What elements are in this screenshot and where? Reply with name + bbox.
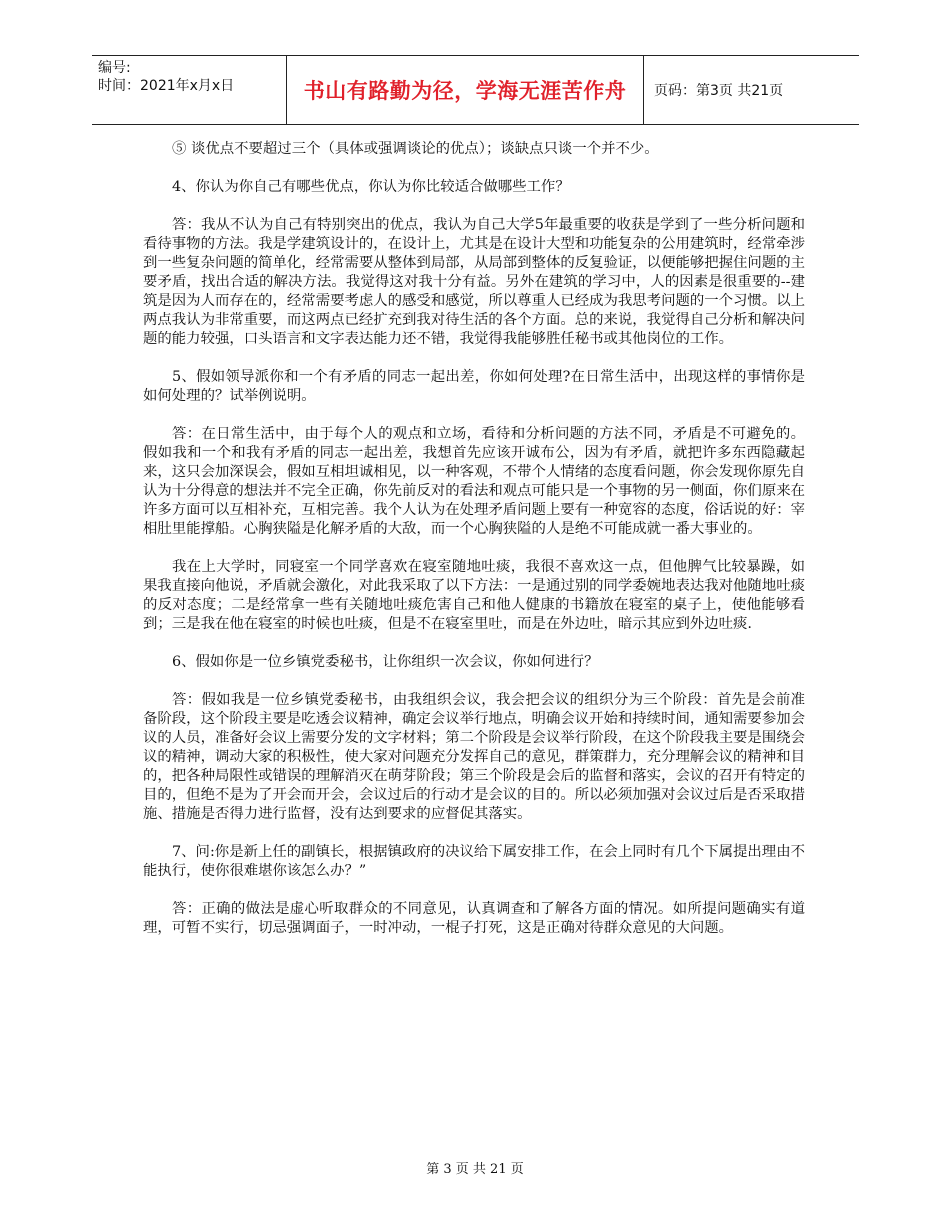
question-heading: 5、假如领导派你和一个有矛盾的同志一起出差，你如何处理?在日常生活中，出现这样的事情你是如何处理的？试举例说明。 — [143, 369, 805, 404]
question-heading: 6、假如你是一位乡镇党委秘书，让你组织一次会议，你如何进行？ — [172, 654, 599, 670]
paragraph: 答：在日常生活中，由于每个人的观点和立场，看待和分析问题的方法不同，矛盾是不可避免的。假如我和一个和我有矛盾的同志一起出差，我想首先应该开诚布公，因为有矛盾，就把许多东西隐藏起来，这只会加深误会，假如互相坦诚相见，以一种客观，不带个人情绪的态度看问题，你会发现你原先自认为十分得意的想法并不完全正确，你先前反对的看法和观点可能只是一个事物的另一侧面，你们原来在许多方面可以互相补充，互相完善。我个人认为在处理矛盾问题上要有一种宽容的态度，俗话说的好：宰相肚里能撑船。心胸狭隘是化解矛盾的大敌，而一个心胸狭隘的人是绝不可能成就一番大事业的。 — [143, 426, 805, 537]
header-meta — [92, 56, 287, 124]
paragraph: 答：正确的做法是虚心听取群众的不同意见，认真调查和了解各方面的情况。如所提问题确实有道理，可暂不实行，切忌强调面子，一时冲动，一棍子打死，这是正确对待群众意见的大问题。 — [143, 901, 805, 936]
paragraph: 答：我从不认为自己有特别突出的优点，我认为自己大学5年最重要的收获是学到了一些分析问题和看待事物的方法。我是学建筑设计的，在设计上，尤其是在设计大型和功能复杂的公用建筑时，经常牵涉到一些复杂问题的简单化，经常需要从整体到局部，从局部到整体的反复验证，以便能够把握住问题的主要矛盾，找出合适的解决方法。我觉得这对我十分有益。另外在建筑的学习中，人的因素是很重要的--建筑是因为人而存在的，经常需要考虑人的感受和感觉，所以尊重人已经成为我思考问题的一个习惯。以上两点我认为非常重要，而这两点已经扩充到我对待生活的各个方面。总的来说，我觉得自己分析和解决问题的能力较强，口头语言和文字表达能力还不错，我觉得我能够胜任秘书或其他岗位的工作。 — [143, 217, 805, 347]
doc-time: 时间：2021年x月x日 — [98, 78, 235, 94]
page-header — [92, 55, 859, 125]
doc-number-label: 编号: — [98, 60, 131, 76]
question-heading: 4、你认为你自己有哪些优点，你认为你比较适合做哪些工作？ — [172, 179, 570, 195]
question-heading: 7、问:你是新上任的副镇长，根据镇政府的决议给下属安排工作，在会上同时有几个下属提出理由不能执行，使你很难堪你该怎么办？” — [143, 844, 805, 879]
document-body — [143, 140, 805, 957]
page-footer: 第 3 页 共 21 页 — [426, 1162, 524, 1177]
header-motto: 书山有路勤为径，学海无涯苦作舟 — [287, 56, 644, 124]
paragraph: ⑤ 谈优点不要超过三个（具体或强调谈论的优点）；谈缺点只谈一个并不少。 — [172, 141, 659, 157]
paragraph: 答：假如我是一位乡镇党委秘书，由我组织会议，我会把会议的组织分为三个阶段：首先是会前准备阶段，这个阶段主要是吃透会议精神，确定会议举行地点，明确会议开始和持续时间，通知需要参加会议的人员，准备好会议上需要分发的文字材料；第二个阶段是会议举行阶段，在这个阶段我主要是围绕会议的精神，调动大家的积极性，使大家对问题充分发挥自己的意见，群策群力，充分理解会议的精神和目的，把各种局限性或错误的理解消灭在萌芽阶段；第三个阶段是会后的监督和落实，会议的召开有特定的目的，但绝不是为了开会而开会，会议过后的行动才是会议的目的。所以必须加强对会议过后是否采取措施、措施是否得力进行监督，没有达到要求的应督促其落实。 — [143, 692, 805, 822]
paragraph: 我在上大学时，同寝室一个同学喜欢在寝室随地吐痰，我很不喜欢这一点，但他脾气比较暴躁，如果我直接向他说，矛盾就会激化，对此我采取了以下方法：一是通过别的同学委婉地表达我对他随地吐痰的反对态度；二是经常拿一些有关随地吐痰危害自己和他人健康的书籍放在寝室的桌子上，使他能够看到；三是我在他在寝室的时候也吐痰，但是不在寝室里吐，而是在外边吐，暗示其应到外边吐痰. — [143, 559, 805, 632]
header-page-info: 页码：第3页 共21页 — [654, 83, 784, 99]
